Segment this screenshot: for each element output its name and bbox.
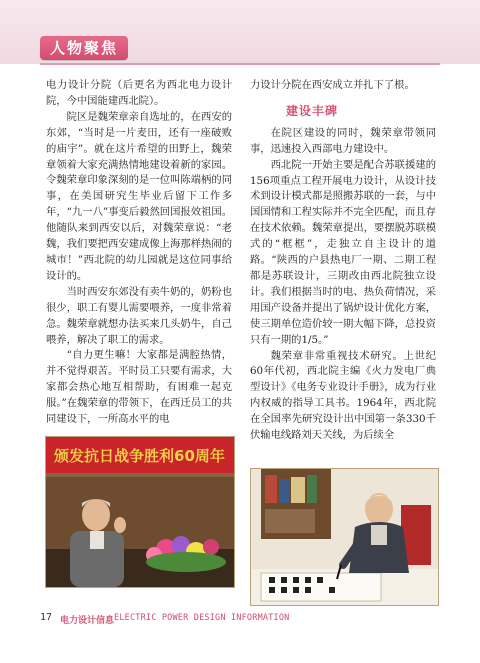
left-column xyxy=(46,78,232,428)
paragraph: 当时西安东郊没有卖牛奶的，奶粉也很少，职工有婴儿需要喂养，一度非常着急。魏荣章就想办法买来几头奶牛，自己喂养，解决了职工的需求。 xyxy=(46,285,232,346)
paragraph: 在院区建设的同时，魏荣章带领同事，迅速投入西部电力建设中。 xyxy=(250,126,436,155)
paragraph: 力设计分院在西安成立并扎下了根。 xyxy=(250,79,415,91)
paragraph: 魏荣章非常重视技术研究。上世纪60年代初，西北院主编《火力发电厂典型设计》《电务专业设计手册》，成为行业内权威的指导工具书。1964年，西北院在全国率先研究设计出中国第一条330千伏输电线路刘天关线，为后续全 xyxy=(250,349,436,442)
page-number: 17 xyxy=(40,612,53,623)
page-footer xyxy=(40,612,440,628)
paragraph: 电力设计分院（后更名为西北电力设计院，今中国能建西北院）。 xyxy=(46,79,232,107)
right-column xyxy=(250,78,436,444)
paragraph: 西北院一开始主要是配合苏联援建的156项重点工程开展电力设计，从设计技术到设计模式都是照搬苏联的一套，与中国国情和工程实际并不完全匹配，而且存在技术依赖。魏荣章提出，要摆脱苏联模式的“框框”，走独立自主设计的道路。“陕西的户县热电厂一期、二期工程都是苏联设计，三期改由西北院独立设计。我们根据当时的电、热负荷情况，采用国产设备并提出了锅炉设计优化方案，使三期单位造价较一期大幅下降，总投资只有一期的1/5。” xyxy=(250,158,436,346)
paragraph: 院区是魏荣章亲自选址的，在西安的东郊，“当时是一片麦田，还有一座破败的庙宇”。就在这片希望的田野上，魏荣章领着大家充满热情地建设着新的家园。令魏荣章印象深刻的是一位叫陈端柄的同事，在美国研究生毕业后留下工作多年，“九一八”事变后毅然回国报效祖国。他随队来到西安以后，对魏荣章说：“老魏，我们要把西安建成像上海那样热闹的城市！”西北院的幼儿园就是这位同事给设计的。 xyxy=(46,110,232,282)
section-subheading: 建设丰碑 xyxy=(286,103,339,118)
paragraph: “自力更生嘛！大家都是满腔热情，并不觉得艰苦。平时员工只要有需求，大家都会热心地互相帮助，有困难一起克服。”在魏荣章的带领下，在西迁员工的共同建设下，一所高水平的电 xyxy=(46,349,232,426)
section-tag: 人物聚焦 xyxy=(40,36,128,60)
award-ceremony-photo xyxy=(45,436,235,588)
banner-text: 颁发抗日战争胜利60周年 xyxy=(54,447,225,465)
magazine-name-cn: 电力设计信息 xyxy=(60,616,115,626)
header-rule xyxy=(40,63,440,65)
magazine-name-en: ELECTRIC POWER DESIGN INFORMATION xyxy=(114,613,290,623)
calligraphy-photo xyxy=(250,468,439,606)
